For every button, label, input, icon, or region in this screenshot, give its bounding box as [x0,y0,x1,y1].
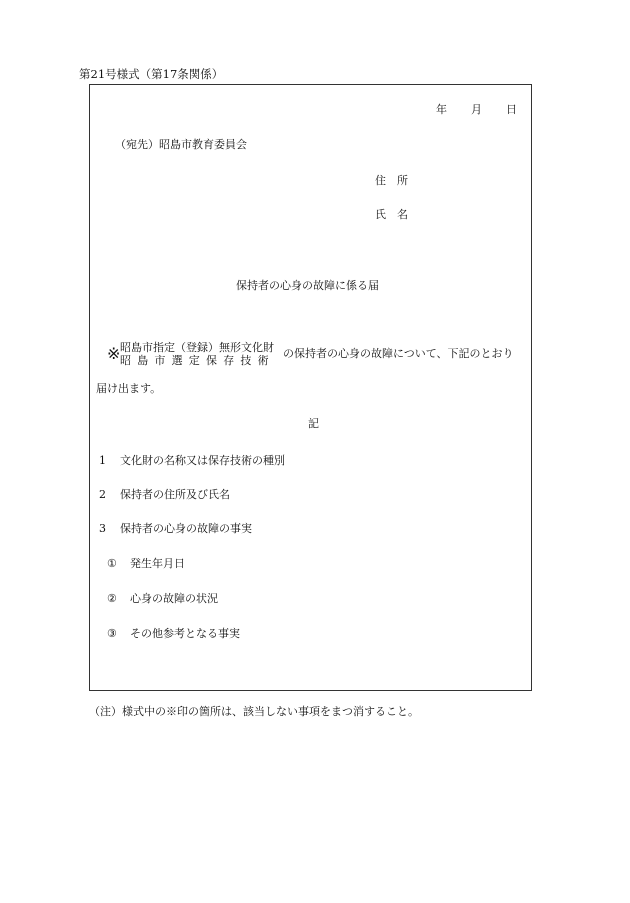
date-month-label: 月 [471,103,482,116]
subitem-text: その他参考となる事実 [130,627,240,640]
date-day-label: 日 [506,103,517,116]
subitem-number: ① [107,557,117,570]
name-label: 氏 名 [375,208,408,221]
designation-option-conservation-technique: 昭島市選定保存技術 [120,354,275,367]
date-year-label: 年 [436,103,447,116]
item-text: 保持者の住所及び氏名 [120,488,230,501]
ki-label: 記 [308,417,319,430]
item-number: 3 [99,522,106,535]
item-number: 2 [99,488,106,501]
designation-option-intangible-cultural-property: 昭島市指定（登録）無形文化財 [120,341,274,354]
address-label: 住 所 [375,174,408,187]
footnote: （注）様式中の※印の箇所は、該当しない事項をまつ消すること。 [89,705,419,718]
form-number: 第21号様式（第17条関係） [79,67,224,81]
item-text: 保持者の心身の故障の事実 [120,522,252,535]
body-sentence-continued: 届け出ます。 [96,382,162,395]
subitem-number: ③ [107,627,117,640]
strike-out-mark: ※ [107,344,121,363]
addressee: （宛先）昭島市教育委員会 [115,138,247,151]
item-number: 1 [99,454,106,467]
subitem-text: 心身の故障の状況 [130,592,218,605]
subitem-text: 発生年月日 [130,557,185,570]
designation-options [120,341,275,367]
item-text: 文化財の名称又は保存技術の種別 [120,454,285,467]
subitem-number: ② [107,592,117,605]
document-title: 保持者の心身の故障に係る届 [236,279,379,292]
body-sentence: の保持者の心身の故障について、下記のとおり [283,347,514,360]
